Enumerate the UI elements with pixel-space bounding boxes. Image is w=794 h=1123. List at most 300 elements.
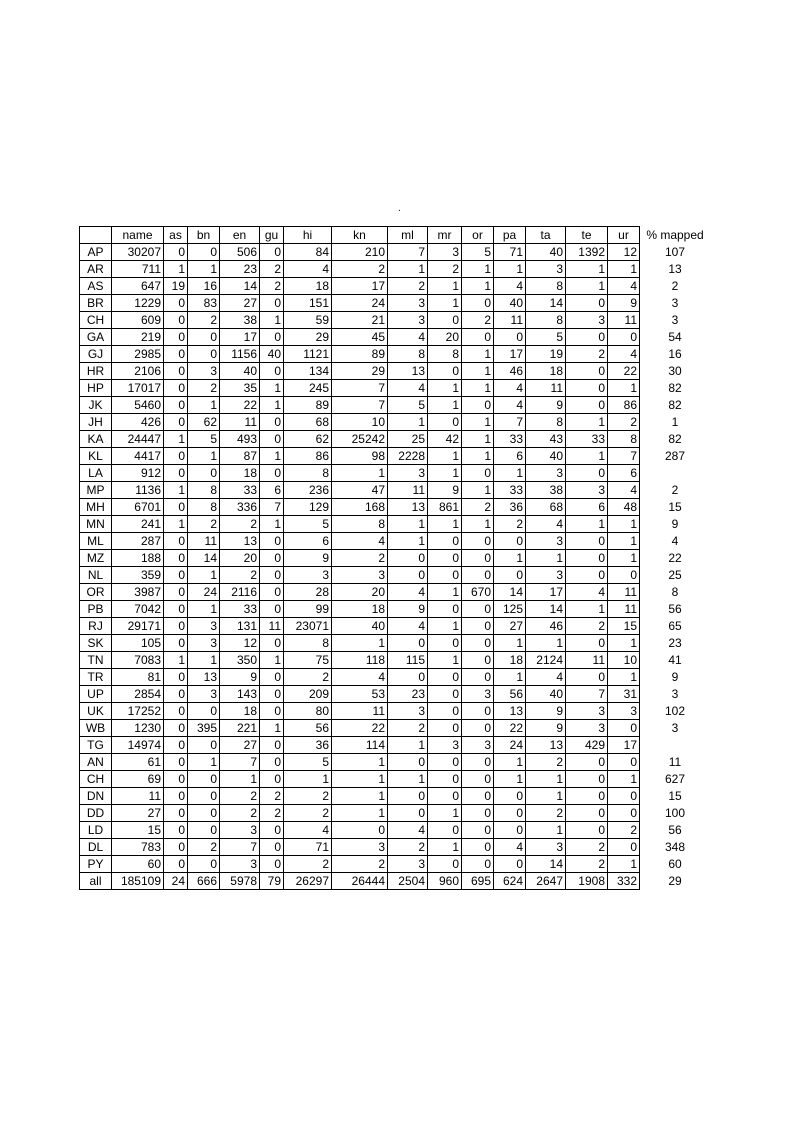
table-cell: 8 [332, 516, 388, 533]
table-cell: 0 [164, 414, 188, 431]
table-cell: 429 [566, 737, 608, 754]
table-cell: 1 [388, 533, 428, 550]
table-cell: 0 [494, 822, 526, 839]
percent-row [640, 567, 710, 584]
table-cell: 33 [494, 482, 526, 499]
row-code-cell: PB [80, 601, 112, 618]
percent-mapped-cell: 8 [671, 585, 679, 599]
table-cell: 4 [608, 278, 640, 295]
table-cell: 17 [220, 329, 260, 346]
table-cell: 33 [494, 431, 526, 448]
table-cell: 1 [526, 550, 566, 567]
table-cell: 7 [332, 397, 388, 414]
table-cell: 1230 [112, 720, 164, 737]
table-cell: 83 [188, 295, 220, 312]
table-cell: 14 [526, 295, 566, 312]
page-mark: . [398, 203, 401, 214]
table-cell: 7 [494, 414, 526, 431]
table-cell: 0 [188, 329, 220, 346]
table-cell: 2 [284, 788, 332, 805]
percent-mapped-cell: 100 [664, 806, 686, 820]
table-cell: 61 [112, 754, 164, 771]
table-cell: 1 [388, 261, 428, 278]
table-cell: 40 [526, 448, 566, 465]
table-cell: 40 [526, 686, 566, 703]
table-cell: 0 [164, 805, 188, 822]
table-cell: 5 [388, 397, 428, 414]
table-cell: 62 [284, 431, 332, 448]
table-cell: 22 [332, 720, 388, 737]
table-cell: 0 [260, 771, 284, 788]
table-cell: 1 [608, 380, 640, 397]
table-cell: 27 [494, 618, 526, 635]
column-header: ml [388, 227, 428, 244]
table-cell: 1 [332, 635, 388, 652]
table-cell: 2504 [388, 873, 428, 890]
percent-row [640, 499, 710, 516]
table-cell: 236 [284, 482, 332, 499]
table-cell: 1 [260, 397, 284, 414]
table-cell: 3 [566, 482, 608, 499]
table-cell: 0 [462, 720, 494, 737]
table-cell: 2 [388, 720, 428, 737]
table-cell: 40 [494, 295, 526, 312]
table-cell: 0 [462, 465, 494, 482]
table-cell: 3 [188, 618, 220, 635]
table-cell: 11 [260, 618, 284, 635]
percent-row [640, 839, 710, 856]
table-cell: 0 [566, 533, 608, 550]
row-code-cell: AR [80, 261, 112, 278]
table-cell: 4 [494, 380, 526, 397]
row-code-cell: AP [80, 244, 112, 261]
table-cell: 24 [332, 295, 388, 312]
table-cell: 5 [526, 329, 566, 346]
table-cell: 0 [566, 465, 608, 482]
table-cell: 5978 [220, 873, 260, 890]
table-cell: 1 [494, 550, 526, 567]
table-cell: 2 [188, 380, 220, 397]
table-cell: 0 [566, 771, 608, 788]
table-cell: 0 [566, 397, 608, 414]
table-cell: 60 [112, 856, 164, 873]
table-cell: 7 [260, 499, 284, 516]
table-cell: 14974 [112, 737, 164, 754]
table-row [80, 788, 640, 805]
table-cell: 24 [164, 873, 188, 890]
table-cell: 62 [188, 414, 220, 431]
table-cell: 1 [388, 414, 428, 431]
percent-row [640, 686, 710, 703]
table-cell: 8 [284, 635, 332, 652]
table-cell: 80 [284, 703, 332, 720]
table-row [80, 584, 640, 601]
table-cell: 1 [188, 261, 220, 278]
table-cell: 4 [526, 669, 566, 686]
table-cell: 0 [566, 295, 608, 312]
percent-mapped-cell: 107 [664, 245, 686, 259]
table-cell: 2 [188, 516, 220, 533]
table-cell: 0 [566, 805, 608, 822]
table-row [80, 737, 640, 754]
row-code-cell: DD [80, 805, 112, 822]
table-cell: 1 [494, 465, 526, 482]
table-cell: 0 [462, 669, 494, 686]
table-cell: 0 [260, 822, 284, 839]
percent-mapped-cell: 22 [668, 551, 682, 565]
percent-row [640, 601, 710, 618]
table-cell: 21 [332, 312, 388, 329]
percent-mapped-cell: 627 [664, 772, 686, 786]
table-cell: 2 [220, 788, 260, 805]
percent-row [640, 329, 710, 346]
table-cell: 6 [260, 482, 284, 499]
table-cell: 11 [220, 414, 260, 431]
table-cell: 9 [608, 295, 640, 312]
percent-mapped-column [640, 226, 710, 890]
table-cell: 15 [112, 822, 164, 839]
table-cell: 670 [462, 584, 494, 601]
percent-row [640, 856, 710, 873]
table-cell: 1 [608, 669, 640, 686]
table-cell: 20 [428, 329, 462, 346]
table-cell: 0 [164, 703, 188, 720]
row-code-cell: all [80, 873, 112, 890]
table-cell: 4 [388, 584, 428, 601]
percent-mapped-cell: 287 [664, 449, 686, 463]
table-cell: 1 [462, 346, 494, 363]
table-cell: 40 [260, 346, 284, 363]
table-cell: 3 [526, 261, 566, 278]
table-cell: 19 [526, 346, 566, 363]
table-cell: 1 [284, 771, 332, 788]
table-cell: 29171 [112, 618, 164, 635]
table-cell: 86 [284, 448, 332, 465]
table-cell: 1 [428, 295, 462, 312]
row-code-cell: NL [80, 567, 112, 584]
table-cell: 7 [220, 839, 260, 856]
table-cell: 27 [220, 295, 260, 312]
table-cell: 332 [608, 873, 640, 890]
table-cell: 0 [164, 737, 188, 754]
table-cell: 1 [388, 516, 428, 533]
table-cell: 1392 [566, 244, 608, 261]
percent-mapped-cell: 348 [664, 840, 686, 854]
table-cell: 0 [608, 839, 640, 856]
table-row [80, 839, 640, 856]
table-cell: 8 [284, 465, 332, 482]
percent-mapped-header: % mapped [646, 228, 704, 242]
table-cell: 8 [388, 346, 428, 363]
table-row [80, 669, 640, 686]
table-cell: 11 [608, 601, 640, 618]
table-cell: 0 [462, 771, 494, 788]
table-cell: 0 [164, 788, 188, 805]
table-row [80, 754, 640, 771]
table-cell: 35 [220, 380, 260, 397]
table-cell: 1 [260, 720, 284, 737]
table-cell: 0 [428, 788, 462, 805]
percent-row [640, 669, 710, 686]
table-cell: 0 [608, 329, 640, 346]
percent-mapped-cell: 3 [671, 296, 679, 310]
table-cell: 0 [388, 635, 428, 652]
table-cell: 1908 [566, 873, 608, 890]
table-cell: 506 [220, 244, 260, 261]
table-cell: 18 [220, 703, 260, 720]
percent-mapped-cell: 82 [668, 432, 682, 446]
table-cell: 0 [428, 703, 462, 720]
table-row [80, 448, 640, 465]
table-cell: 17 [494, 346, 526, 363]
table-cell: 71 [284, 839, 332, 856]
table-cell: 1 [566, 278, 608, 295]
table-cell: 0 [566, 363, 608, 380]
table-cell: 666 [188, 873, 220, 890]
table-cell: 350 [220, 652, 260, 669]
table-cell: 26297 [284, 873, 332, 890]
table-cell: 3 [188, 686, 220, 703]
table-cell: 695 [462, 873, 494, 890]
table-cell: 711 [112, 261, 164, 278]
table-cell: 3 [526, 839, 566, 856]
table-cell: 1 [164, 652, 188, 669]
table-cell: 188 [112, 550, 164, 567]
table-cell: 0 [566, 788, 608, 805]
row-code-cell: AS [80, 278, 112, 295]
table-cell: 8 [526, 414, 566, 431]
table-cell: 23 [388, 686, 428, 703]
table-cell: 1 [462, 448, 494, 465]
table-cell: 14 [526, 601, 566, 618]
table-cell: 2 [566, 346, 608, 363]
table-cell: 89 [332, 346, 388, 363]
percent-mapped-cell: 25 [668, 568, 682, 582]
table-cell: 0 [164, 363, 188, 380]
row-code-cell: UP [80, 686, 112, 703]
table-cell: 2 [428, 261, 462, 278]
table-cell: 0 [260, 839, 284, 856]
table-cell: 0 [188, 737, 220, 754]
table-cell: 0 [388, 788, 428, 805]
table-cell: 0 [462, 295, 494, 312]
table-cell: 1 [494, 754, 526, 771]
table-cell: 0 [260, 431, 284, 448]
table-cell: 210 [332, 244, 388, 261]
table-cell: 79 [260, 873, 284, 890]
table-cell: 17017 [112, 380, 164, 397]
table-cell: 0 [260, 635, 284, 652]
table-cell: 20 [332, 584, 388, 601]
percent-row [640, 550, 710, 567]
table-cell: 1 [260, 448, 284, 465]
percent-row [640, 788, 710, 805]
percent-row [640, 278, 710, 295]
percent-mapped-cell: 65 [668, 619, 682, 633]
table-row [80, 414, 640, 431]
percent-row [640, 516, 710, 533]
table-cell: 6 [566, 499, 608, 516]
table-cell: 1 [332, 805, 388, 822]
table-row [80, 397, 640, 414]
table-cell: 3 [566, 703, 608, 720]
table-cell: 0 [260, 244, 284, 261]
column-header: or [462, 227, 494, 244]
table-cell: 1 [260, 652, 284, 669]
table-cell: 2 [220, 567, 260, 584]
table-cell: 2 [284, 669, 332, 686]
column-header: as [164, 227, 188, 244]
table-cell: 3 [188, 635, 220, 652]
table-cell: 0 [164, 448, 188, 465]
table-cell: 783 [112, 839, 164, 856]
row-code-cell: KA [80, 431, 112, 448]
table-cell: 4 [494, 397, 526, 414]
table-cell: 5 [284, 754, 332, 771]
percent-mapped-cell: 54 [668, 330, 682, 344]
table-cell: 0 [494, 567, 526, 584]
table-cell: 1 [566, 516, 608, 533]
row-code-cell: HP [80, 380, 112, 397]
percent-row [640, 873, 710, 890]
row-code-cell: TN [80, 652, 112, 669]
table-cell: 0 [494, 788, 526, 805]
table-cell: 23071 [284, 618, 332, 635]
table-cell: 0 [164, 771, 188, 788]
row-code-cell: HR [80, 363, 112, 380]
table-row [80, 601, 640, 618]
table-cell: 0 [494, 856, 526, 873]
table-row [80, 363, 640, 380]
table-cell: 287 [112, 533, 164, 550]
table-cell: 1 [428, 516, 462, 533]
table-cell: 0 [164, 567, 188, 584]
table-cell: 0 [608, 567, 640, 584]
percent-mapped-cell: 82 [668, 398, 682, 412]
table-cell: 0 [462, 329, 494, 346]
table-cell: 0 [164, 822, 188, 839]
table-cell: 46 [526, 618, 566, 635]
table-cell: 0 [260, 601, 284, 618]
table-cell: 1 [428, 584, 462, 601]
table-cell: 3987 [112, 584, 164, 601]
table-cell: 11 [566, 652, 608, 669]
percent-mapped-cell: 102 [664, 704, 686, 718]
header-row [80, 227, 640, 244]
percent-row [640, 261, 710, 278]
percent-row [640, 737, 710, 754]
table-cell: 0 [462, 601, 494, 618]
row-code-cell: LA [80, 465, 112, 482]
table-cell: 2 [332, 550, 388, 567]
table-cell: 0 [462, 788, 494, 805]
table-cell: 1 [164, 516, 188, 533]
table-cell: 84 [284, 244, 332, 261]
percent-mapped-cell: 3 [671, 721, 679, 735]
table-cell: 15 [608, 618, 640, 635]
percent-mapped-cell [640, 737, 710, 754]
percent-row [640, 533, 710, 550]
percent-row [640, 584, 710, 601]
table-cell: 17 [608, 737, 640, 754]
percent-mapped-cell: 2 [671, 483, 679, 497]
table-cell: 2 [188, 839, 220, 856]
table-cell: 1 [428, 380, 462, 397]
column-header: en [220, 227, 260, 244]
table-cell: 2228 [388, 448, 428, 465]
table-cell: 3 [608, 703, 640, 720]
table-cell: 2854 [112, 686, 164, 703]
percent-row [640, 771, 710, 788]
table-cell: 0 [566, 669, 608, 686]
table-cell: 0 [462, 822, 494, 839]
row-code-cell: MZ [80, 550, 112, 567]
table-cell: 1 [462, 431, 494, 448]
table-cell: 68 [526, 499, 566, 516]
table-cell: 0 [332, 822, 388, 839]
row-code-cell: ML [80, 533, 112, 550]
table-cell: 0 [494, 329, 526, 346]
table-cell: 0 [462, 567, 494, 584]
table-cell: 6 [284, 533, 332, 550]
percent-mapped-cell: 30 [668, 364, 682, 378]
table-cell: 1 [428, 652, 462, 669]
table-cell: 59 [284, 312, 332, 329]
table-cell: 18 [332, 601, 388, 618]
table-cell: 1 [494, 261, 526, 278]
table-cell: 13 [188, 669, 220, 686]
table-cell: 3 [462, 686, 494, 703]
table-row [80, 703, 640, 720]
percent-mapped-cell: 23 [668, 636, 682, 650]
table-cell: 0 [428, 567, 462, 584]
row-code-cell: MH [80, 499, 112, 516]
table-cell: 426 [112, 414, 164, 431]
table-cell: 23 [220, 261, 260, 278]
table-cell: 0 [566, 635, 608, 652]
percent-row [640, 431, 710, 448]
table-cell: 336 [220, 499, 260, 516]
table-cell: 69 [112, 771, 164, 788]
table-cell: 2 [220, 805, 260, 822]
percent-row [640, 380, 710, 397]
table-cell: 0 [164, 601, 188, 618]
percent-row [640, 346, 710, 363]
table-cell: 3 [388, 856, 428, 873]
table-cell: 2 [284, 805, 332, 822]
table-cell: 1 [220, 771, 260, 788]
table-cell: 0 [164, 856, 188, 873]
table-cell: 1 [462, 380, 494, 397]
table-row [80, 516, 640, 533]
table-cell: 0 [388, 805, 428, 822]
table-cell: 0 [462, 652, 494, 669]
table-cell: 221 [220, 720, 260, 737]
table-cell: 17 [526, 584, 566, 601]
table-cell: 2116 [220, 584, 260, 601]
table-cell: 0 [260, 329, 284, 346]
table-cell: 19 [164, 278, 188, 295]
table-cell: 0 [164, 329, 188, 346]
table-cell: 3 [332, 839, 388, 856]
percent-row [640, 618, 710, 635]
table-cell: 3 [526, 567, 566, 584]
table-cell: 46 [494, 363, 526, 380]
table-cell: 1 [332, 771, 388, 788]
table-cell: 125 [494, 601, 526, 618]
table-cell: 0 [260, 363, 284, 380]
table-cell: 151 [284, 295, 332, 312]
